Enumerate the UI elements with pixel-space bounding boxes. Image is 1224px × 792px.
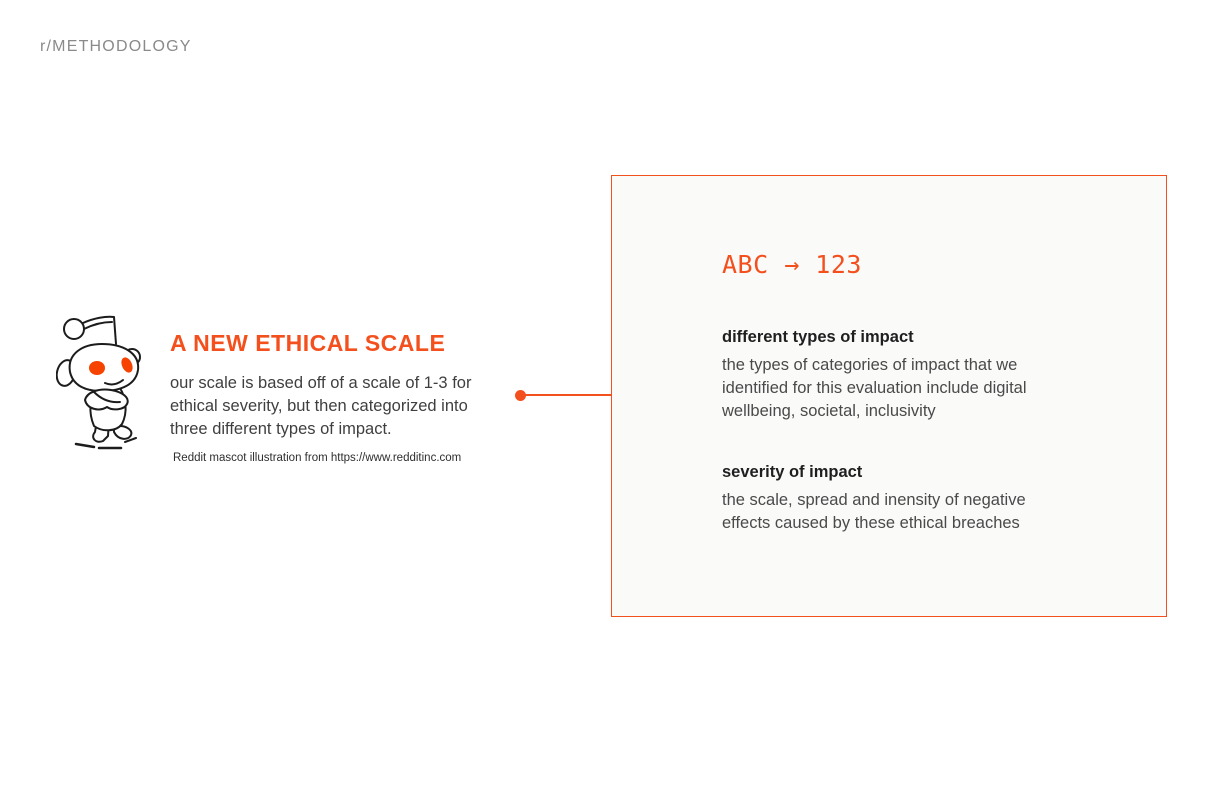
- card-section-types-of-impact: [722, 326, 1064, 423]
- card-section-title: different types of impact: [722, 328, 914, 346]
- connector-line: [521, 394, 612, 396]
- section-heading: A NEW ETHICAL SCALE: [170, 330, 446, 356]
- section-body-text: our scale is based off of a scale of 1-3 for ethical severity, but then categorized into three different types of impact.: [170, 373, 472, 438]
- slide-kicker: r/METHODOLOGY: [40, 38, 192, 55]
- card-section-body: the types of categories of impact that we identified for this evaluation include digital wellbeing, societal, inclusivity: [722, 356, 1027, 420]
- card-section-title: severity of impact: [722, 463, 863, 481]
- card-heading: ABC → 123: [722, 250, 862, 279]
- definition-card: [611, 175, 1167, 617]
- definition-card-content: [722, 250, 1064, 535]
- reddit-mascot-icon: [56, 314, 146, 452]
- card-section-severity-of-impact: [722, 461, 1064, 535]
- left-text-block: [170, 330, 505, 465]
- mascot-credit-caption: Reddit mascot illustration from https://www.redditinc.com: [173, 451, 462, 464]
- card-section-body: the scale, spread and inensity of negative effects caused by these ethical breaches: [722, 491, 1026, 532]
